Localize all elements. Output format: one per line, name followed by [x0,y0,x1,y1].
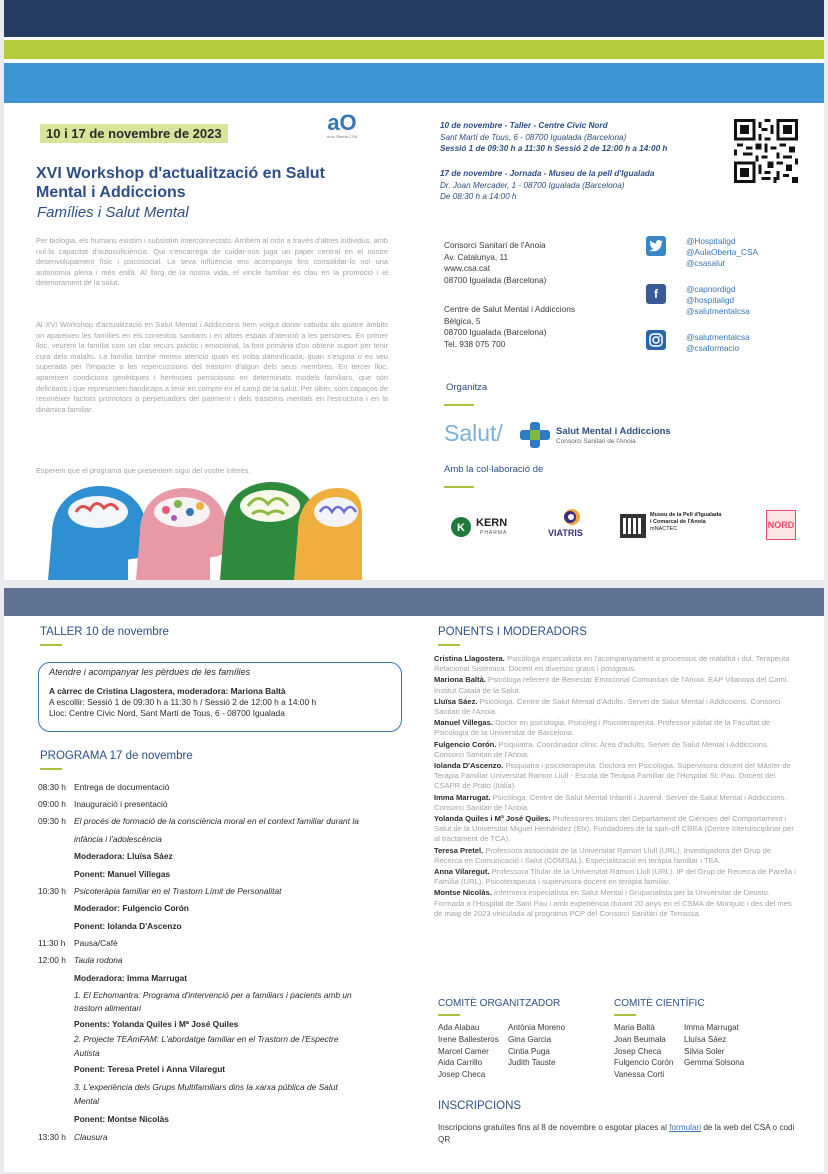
comite-org-underline [438,1014,460,1016]
contact-csa-name: Consorci Sanitari de l'Anoia [444,240,546,250]
speaker-line: Ponent: Iolanda D'Ascenzo [74,921,182,931]
ponent-name: Fulgencio Corón. [434,739,497,749]
program-item: Taula rodona [74,955,123,965]
facebook-handles [686,284,750,317]
program-time: 13:30 h [38,1132,66,1142]
organitza-underline [444,404,474,406]
instagram-handles [686,332,750,354]
museum-building-icon [620,512,646,538]
committee-member: Irene Ballesteros [438,1034,499,1044]
kern-name: KERN [476,517,508,529]
collab-label: Amb la col·laboració de [444,464,544,475]
ponent-entry [434,718,796,738]
facebook-handle-salutmental[interactable]: @salutmentalcsa [686,306,750,316]
ponent-desc: Psicòloga especialista en l'acompanyament a processos de malaltia i dol. Terapeuta Relacional Sistèmica. Docent en diversos graus i postgraus. [434,654,790,674]
twitter-icon[interactable] [646,236,666,256]
session-taller-times: Sessió 1 de 09:30 h a 11:30 h Sessió 2 de 12:00 h a 14:00 h [440,144,668,153]
program-time: 11:30 h [38,938,66,948]
instagram-handle-formacio[interactable]: @csaformacio [686,343,740,353]
moderator-line: Moderadora: Lluïsa Sáez [74,851,173,861]
ponent-entry [434,761,796,791]
smia-name: Salut Mental i Addiccions [556,426,671,437]
title-line-1: XVI Workshop d'actualització en Salut [36,165,325,182]
speaker-line: Ponent: Teresa Pretel i Anna Vilaregut [74,1064,226,1074]
header-band-blue [4,63,824,103]
ponent-entry [434,814,796,844]
ponent-name: Yolanda Quiles i Mª José Quiles. [434,814,551,823]
ponent-name: Manuel Villegas. [434,718,493,728]
comite-cient-heading: COMITÈ CIENTÍFIC [614,998,705,1009]
aula-oberta-mark: aO [327,110,357,135]
contact-csa-city: 08700 Igualada (Barcelona) [444,274,547,285]
twitter-handle-csasalut[interactable]: @csasalut [686,258,725,268]
roundtable-item-3-cont: Mental [74,1096,100,1106]
viatris-logo [548,508,598,542]
family-heads-illustration [44,482,364,580]
inscripcions-heading: INSCRIPCIONS [438,1100,522,1112]
program-item: Inauguració i presentació [74,799,168,809]
contact-csma [444,304,575,350]
museu-line-3: mNACTEC [650,526,678,532]
event-dates: 10 i 17 de novembre de 2023 [40,124,228,143]
roundtable-item-3: 3. L'experiència dels Grups Multifamiliars dins la xarxa pública de Salut [74,1082,338,1092]
program-underline [40,768,62,770]
session-taller-heading: 10 de novembre - Taller - Centre Cívic Nord [440,121,608,130]
ponent-name: Cristina Llagostera. [434,654,505,663]
aula-oberta-caption: Aula Oberta CSA [326,134,358,139]
front-page [4,0,824,580]
museu-line-1: Museu de la Pell d'Igualada [650,512,722,518]
session-jornada-heading: 17 de novembre - Jornada - Museu de la pell d'Igualada [440,169,655,178]
roundtable-item-2: 2. Projecte TEAmFAM: L'abordatge familiar en el Trastorn de l'Espectre [74,1034,339,1044]
collab-underline [444,486,474,488]
committee-member: Maria Baltà [614,1023,655,1032]
twitter-handle-aula[interactable]: @AulaOberta_CSA [686,247,759,257]
program-item: Pausa/Cafè [74,938,118,948]
instagram-icon[interactable] [646,330,666,350]
ponent-entry [434,654,796,674]
header-band-slate [4,588,824,616]
speaker-line: Ponents: Yolanda Quiles i Mª José Quiles [74,1019,239,1029]
committee-member: Gemma Solsona [684,1058,745,1068]
committee-member: Lluïsa Sáez [684,1034,727,1044]
program-item: Clausura [74,1132,108,1142]
committee-member: Fulgencio Corón [614,1058,674,1068]
roundtable-item-2-cont: Autista [74,1048,100,1058]
title-line-2: Mental i Addiccions [36,184,186,201]
session-taller-address: Sant Martí de Tous, 6 - 08700 Igualada (Barcelona) [440,132,627,142]
instagram-handle-salutmental[interactable]: @salutmentalcsa [686,332,750,342]
comite-cient-col-1 [614,1022,673,1081]
ponents-heading: PONENTS I MODERADORS [438,626,587,638]
ponent-desc: Doctor en psicologia. Psicòleg i Psicoterapeuta. Professor jubilat de la Facultat de Psicologia de la Universitat de Barcelona. [434,718,771,738]
kern-pharma-logo [450,514,520,542]
ponents-list [434,654,796,920]
twitter-handles [686,236,758,269]
committee-member: Aida Carrillo [438,1058,483,1068]
speaker-line: Ponent: Manuel Villegas [74,869,171,879]
inscripcions-post: de la web del CSA o codi QR [438,1123,795,1144]
registration-qr-code[interactable] [734,119,798,183]
twitter-handle-hospital[interactable]: @Hospitaligd [686,236,736,246]
ponent-desc: Professores titulars del Departament de Ciències del Comportament i Salut de la Universitat Miguel Hernández (Elx). Fundadores de la spin-off CREA (Centre Interdisciplinar per al tractament de TCA). [434,814,794,844]
ponent-entry [434,697,796,717]
ponent-entry [434,888,796,918]
comite-cient-col-2 [684,1022,744,1069]
ponent-name: Teresa Pretel. [434,845,484,855]
organizer-logo [444,418,694,454]
ponent-entry [434,846,796,866]
taller-box [38,662,402,732]
workshop-subtitle: Famílies i Salut Mental [37,204,189,221]
comite-org-col-2 [508,1022,565,1069]
speaker-line: Ponent: Montse Nicolàs [74,1114,169,1124]
comite-org-heading: COMITÈ ORGANITZADOR [438,998,561,1009]
comite-cient-underline [614,1014,636,1016]
ponent-name: Anna Vilaregut. [434,866,490,876]
contact-csma-city: 08700 Igualada (Barcelona) [444,327,547,337]
health-cross-icon [518,420,552,450]
contact-csa [444,240,546,286]
ponent-name: Lluïsa Sáez. [434,696,478,706]
aula-oberta-logo [322,112,362,140]
program-time: 08:30 h [38,782,66,792]
program-heading: PROGRAMA 17 de novembre [40,750,193,762]
contact-csa-street: Av. Catalunya, 11 [444,251,509,262]
nord-logo [766,510,796,540]
taller-underline [40,644,62,646]
roundtable-item-1: 1. El Echomantra: Programa d'intervenció per a familiars i pacients amb un [74,990,352,1000]
program-time: 09:30 h [38,816,66,826]
header-band-navy [4,0,824,37]
museu-line-2: i Comarcal de l'Anoia [650,519,706,525]
comite-org-col-1 [438,1022,499,1081]
session-info-jornada [440,168,740,203]
header-band-lime [4,40,824,59]
program-time: 10:30 h [38,886,66,896]
committee-member: Silvia Soler [684,1046,725,1056]
inscripcions-text [438,1122,798,1145]
ponent-desc: Psicòloga. Centre de Salut Mental Infantil i Juvenil. Servei de Salut Mental i Addiccions. Consorci Sanitari de l'Anoia. [434,792,787,812]
ponents-underline [438,644,460,646]
ponent-entry [434,675,796,695]
ponent-desc: Psiquiatra i psicoterapeuta. Doctora en Psicologia. Supervisora docent del Màster de Teràpia Familiar Universitat Ramon Llull - Escola de Teràpia Familiar de l'Hospital St. Pau. Docent del CSAPR de Prato (Itàlia). [434,761,791,791]
session-jornada-times: De 08:30 h a 14:00 h [440,192,517,201]
committee-member: Josep Checa [614,1046,662,1056]
roundtable-item-1-cont: trastorn alimentari [74,1003,142,1013]
facebook-icon[interactable]: f [646,284,666,304]
committee-member: Josep Checa [438,1070,486,1080]
ponent-name: Imma Marrugat. [434,792,491,802]
ponent-desc: Psicòloga. Centre de Salut Mental d'Adults. Servei de Salut Mental i Addiccions. Consorci Sanitari de l'Anoia. [434,696,781,716]
taller-sessions: A escollir: Sessió 1 de 09:30 h a 11:30 h / Sessió 2 de 12:00 h a 14:00 h [49,697,317,707]
program-time: 12:00 h [38,955,66,965]
ponent-desc: Professora associada de la Universitat Ramon Llull (URL). Investigadora del Grup de Recerca en Comunicació i Salut (COMSAL). Especialització en teràpia familiar i TEA. [434,845,772,865]
moderator-line: Moderadora: Imma Marrugat [74,973,188,983]
ponent-desc: Psiquiatra. Coordinador clínic Àrea d'adults. Servei de Salut Mental i Addiccions. Consorci Sanitari de l'Anoia. [434,739,769,759]
viatris-mark-icon [562,508,582,526]
ponent-desc: Infermera especialista en Salut Mental i Grupanalista per la Universitat de Deusto. Formada a l'Hospital de Sant Pau i amb experiència durant 20 anys en el CSMA de Montjuïc i des del mes de maig de 2023 vinculada al programa PCP del Consorci Sanitari de Terrassa. [434,888,792,918]
ponent-desc: Psicòloga referent de Benestar Emocional Comunitari de l'Anoia. EAP Vilanova del Camí. Institut Català de la Salut. [434,675,789,695]
contact-csma-phone: Tel. 938 075 700 [444,338,506,349]
committee-member: Gina Garcia [508,1034,552,1044]
program-item: Entrega de documentació [74,782,170,792]
facebook-handle-capnord[interactable]: @capnordigd [686,284,736,294]
ponent-entry [434,793,796,813]
intro-paragraph-1: Per biologia, els humans existim i subsistim interconnectats. Arribem al món a través d'altres individus, amb nul·la capacitat d'autosuficiència. Qui s'encarrega de cuidar-nos juga un paper central en el nostre desenvolupament físic i psicosocial. La seva influència ens acompanya fins consolidar-lo no! una autonomia plena i més enllà. Al llarg de la nostra vida, el vincle familiar és clau en la promoció i el deteriorament de la salut. [36,236,388,288]
museu-pell-logo [620,510,750,540]
ponent-name: Montse Nicolàs. [434,888,492,898]
program-time: 09:00 h [38,799,66,809]
nord-name: NORD [767,520,795,530]
committee-member: Cintia Puga [508,1046,550,1056]
kern-sub: PHARMA [480,530,508,536]
committee-member: Ada Alabau [438,1023,480,1032]
taller-place: Lloc: Centre Cívic Nord, Sant Martí de Tous, 6 - 08700 Igualada [49,708,285,718]
session-jornada-address: Dr. Joan Mercader, 1 - 08700 Igualada (Barcelona) [440,180,625,190]
taller-speaker: A càrrec de Cristina Llagostera, moderadora: Mariona Baltà [49,686,286,696]
program-item-continued: infància i l'adolescència [74,834,162,844]
committee-member: Antònia Moreno [508,1023,566,1032]
committee-member: Joan Beumala [614,1034,666,1044]
taller-title: Atendre i acompanyar les pèrdues de les famílies [49,667,251,677]
program-page [4,588,824,1172]
facebook-handle-hospital[interactable]: @hospitaligd [686,295,735,305]
committee-member: Imma Marrugat [684,1023,739,1032]
inscripcions-pre: Inscripcions gratuïtes fins al 8 de novembre o esgotar places al [438,1123,670,1132]
contact-csa-web[interactable]: www.csa.cat [444,263,491,273]
program-item: El procés de formació de la consciència moral en el context familiar durant la [74,816,359,826]
moderator-line: Moderador: Fulgencio Corón [74,903,189,913]
committee-member: Judith Tauste [508,1058,556,1068]
form-link[interactable]: formulari [669,1123,702,1132]
committee-member: Marcel Camer [438,1046,489,1056]
viatris-name: VIATRIS [548,528,583,538]
taller-heading: TALLER 10 de novembre [40,626,169,638]
smia-org: Consorci Sanitari de l'Anoia [556,438,636,445]
ponent-name: Iolanda D'Ascenzo. [434,761,504,771]
ponent-desc: Professora Titular de la Universitat Ramon Llull (URL). IP del Grup de Recerca de Parella i Família (URL). Psicoterapeuta i supervisora docent en teràpia familiar. [434,866,796,887]
program-item: Psicoteràpia familiar en el Trastorn Límit de Personalitat [74,886,282,896]
organitza-label: Organitza [446,382,488,393]
ponent-name: Mariona Baltà. [434,675,486,685]
svg-text:K: K [457,522,465,534]
salut-wordmark: Salut/ [444,420,503,446]
museu-text [650,512,721,533]
session-info-taller [440,120,740,155]
ponent-entry [434,867,796,887]
ponent-entry [434,740,796,760]
contact-csma-name: Centre de Salut Mental i Addiccions [444,304,575,314]
kern-badge-icon [450,516,472,538]
contact-csma-street: Bèlgica, 5 [444,315,481,326]
workshop-title [36,164,366,202]
committee-member: Vanessa Corti [614,1070,665,1080]
intro-paragraph-3: Esperem que el programa que presentem sigui del vostre interès. [36,466,251,475]
intro-paragraph-2: Al XVI Workshop d'actualització en Salut Mental i Addiccions hem volgut donar cabuda als quatre àmbits on apareixen les famílies en els contextos sanitaris i en altres espais d'atenció a les persones. En primer lloc, veurem la família com un clar recurs pràctic i emocional, la font primària d'on obtenir suport per tenir cura dels malalts. La família també mereix atenció quan es troba damnificada, quan s'esgota o es veu superada per l'impacte o les repercussions del trastorn d'algun dels seus membres. En tercer lloc, apareixen condicions genètiques i herències perniciosos en determinats models familiars, que són deficitaris i que representen handicaps a tenir en compte en el camp de la salut. Per últim, som capaços de reconèixer factors promotors o perpetuadors del patiment i dels trastorns mentals en l'estructura i en la dinàmica familiar. [36,320,388,414]
